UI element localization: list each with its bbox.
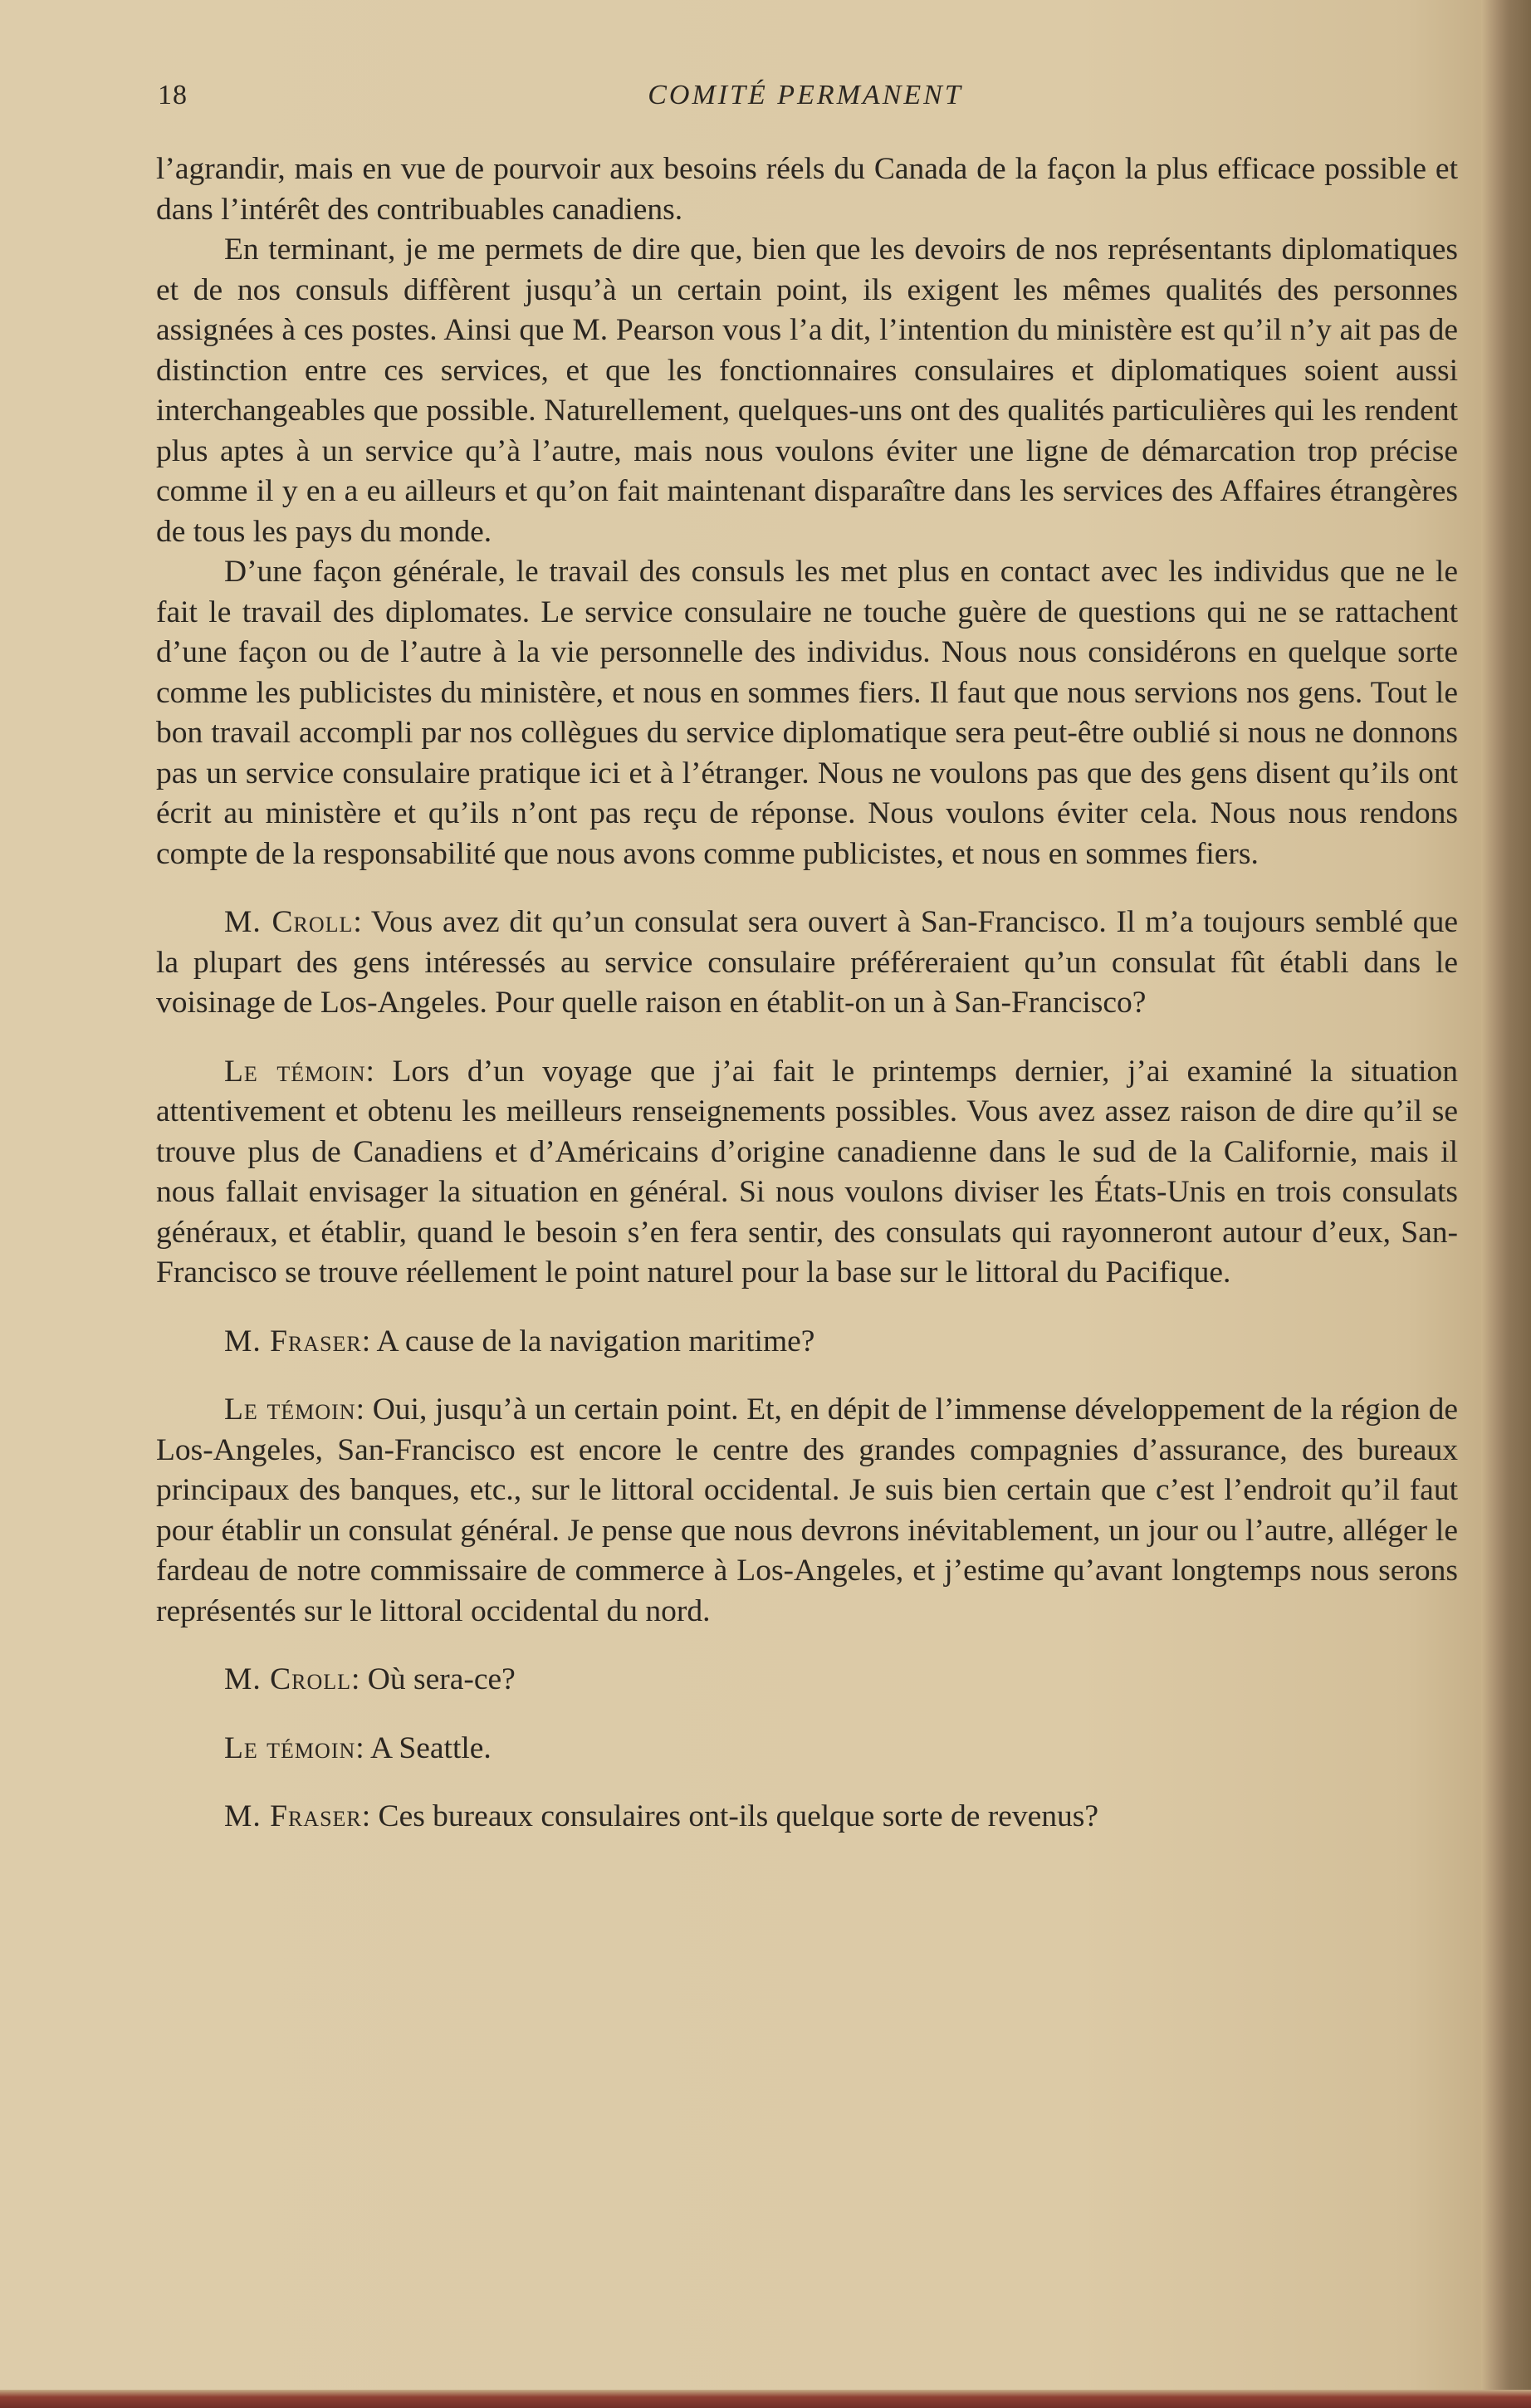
page-edge-shadow bbox=[1481, 0, 1531, 2408]
paragraph-text: : A Seattle. bbox=[355, 1730, 492, 1765]
paragraph-text: l’agrandir, mais en vue de pourvoir aux besoins réels du Canada de la façon la plus efficace possible et dans l’intérêt des contribuables canadiens. bbox=[156, 152, 1458, 227]
dialogue-paragraph bbox=[156, 1797, 1458, 1838]
speaker-name: Le témoin bbox=[224, 1730, 356, 1765]
paragraph bbox=[156, 552, 1458, 874]
page-header bbox=[158, 80, 1453, 121]
speaker-name: M. Croll bbox=[224, 905, 354, 939]
dialogue-paragraph bbox=[156, 1729, 1458, 1769]
dialogue-paragraph bbox=[156, 1660, 1458, 1701]
dialogue-paragraph bbox=[156, 1390, 1458, 1632]
page-number: 18 bbox=[158, 80, 188, 110]
dialogue-paragraph bbox=[156, 1322, 1458, 1363]
paragraph-text: : Ces bureaux consulaires ont-ils quelque sorte de revenus? bbox=[361, 1799, 1099, 1833]
paragraph-text: : Lors d’un voyage que j’ai fait le printemps dernier, j’ai examiné la situation attentivement et obtenu les meilleurs renseignements possibles. Vous avez assez raison de dire qu’il se trouve plus de Canadiens et d’Américains d’origine canadienne dans le sud de la Californie, mais il nous fallait envisager la situation en général. Si nous voulons diviser les États-Unis en trois consulats généraux, et établir, quand le besoin s’en fera sentir, des consulats qui rayonneront autour d’eux, San-Francisco se trouve réellement le point naturel pour la base sur le littoral du Pacifique. bbox=[156, 1054, 1458, 1290]
speaker-name: M. Fraser bbox=[224, 1799, 362, 1833]
paragraph-text: D’une façon générale, le travail des consuls les met plus en contact avec les individus que ne le fait le travail des diplomates. Le service consulaire ne touche guère de questions qui ne se rattachent d’une façon ou de l’autre à la vie personnelle des individus. Nous nous considérons en quelque sorte comme les publicistes du ministère, et nous en sommes fiers. Il faut que nous servions nos gens. Tout le bon travail accompli par nos collègues du service diplomatique sera peut-être oublié si nous ne donnons pas un service consulaire pratique ici et à l’étranger. Nous ne voulons pas que des gens disent qu’ils ont écrit au ministère et qu’ils n’ont pas reçu de réponse. Nous voulons éviter cela. Nous nous rendons compte de la responsabilité que nous avons comme publicistes, et nous en sommes fiers. bbox=[156, 555, 1458, 871]
speaker-name: Le témoin bbox=[224, 1054, 366, 1089]
paragraph-text: : Où sera-ce? bbox=[351, 1662, 516, 1696]
paragraph-text: : A cause de la navigation maritime? bbox=[361, 1324, 815, 1358]
running-head: COMITÉ PERMANENT bbox=[648, 80, 963, 110]
paragraph-text: : Oui, jusqu’à un certain point. Et, en dépit de l’immense développement de la région de Los-Angeles, San-Francisco est encore le centre des grandes compagnies d’assurance, des bureaux principaux des banques, etc., sur le littoral occidental. Je suis bien certain que c’est l’endroit qu’il faut pour établir un consulat général. Je pense que nous devrons inévitablement, un jour ou l’autre, alléger le fardeau de notre commissaire de commerce à Los-Angeles, et j’estime qu’avant longtemps nous serons représentés sur le littoral occidental du nord. bbox=[156, 1392, 1458, 1628]
speaker-name: M. Croll bbox=[224, 1662, 351, 1696]
paragraph-continued bbox=[156, 149, 1458, 230]
dialogue-paragraph bbox=[156, 903, 1458, 1024]
dialogue-paragraph bbox=[156, 1052, 1458, 1294]
body-text bbox=[156, 149, 1458, 1838]
paragraph bbox=[156, 230, 1458, 552]
speaker-name: Le témoin bbox=[224, 1392, 356, 1427]
book-bottom-edge bbox=[0, 2390, 1531, 2408]
speaker-name: M. Fraser bbox=[224, 1324, 362, 1358]
paragraph-text: En terminant, je me permets de dire que, bien que les devoirs de nos représentants diplomatiques et de nos consuls diffèrent jusqu’à un certain point, ils exigent les mêmes qualités des personnes assignées à ces postes. Ainsi que M. Pearson vous l’a dit, l’intention du ministère est qu’il n’y ait pas de distinction entre ces services, et que les fonctionnaires consulaires et diplomatiques soient aussi interchangeables que possible. Naturellement, quelques-uns ont des qualités particulières qui les rendent plus aptes à un service qu’à l’autre, mais nous voulons éviter une ligne de démarcation trop précise comme il y en a eu ailleurs et qu’on fait maintenant disparaître dans les services des Affaires étrangères de tous les pays du monde. bbox=[156, 232, 1458, 549]
paragraph-text: : Vous avez dit qu’un consulat sera ouvert à San-Francisco. Il m’a toujours semblé que la plupart des gens intéressés au service consulaire préféreraient qu’un consulat fût établi dans le voisinage de Los-Angeles. Pour quelle raison en établit-on un à San-Francisco? bbox=[156, 905, 1458, 1020]
